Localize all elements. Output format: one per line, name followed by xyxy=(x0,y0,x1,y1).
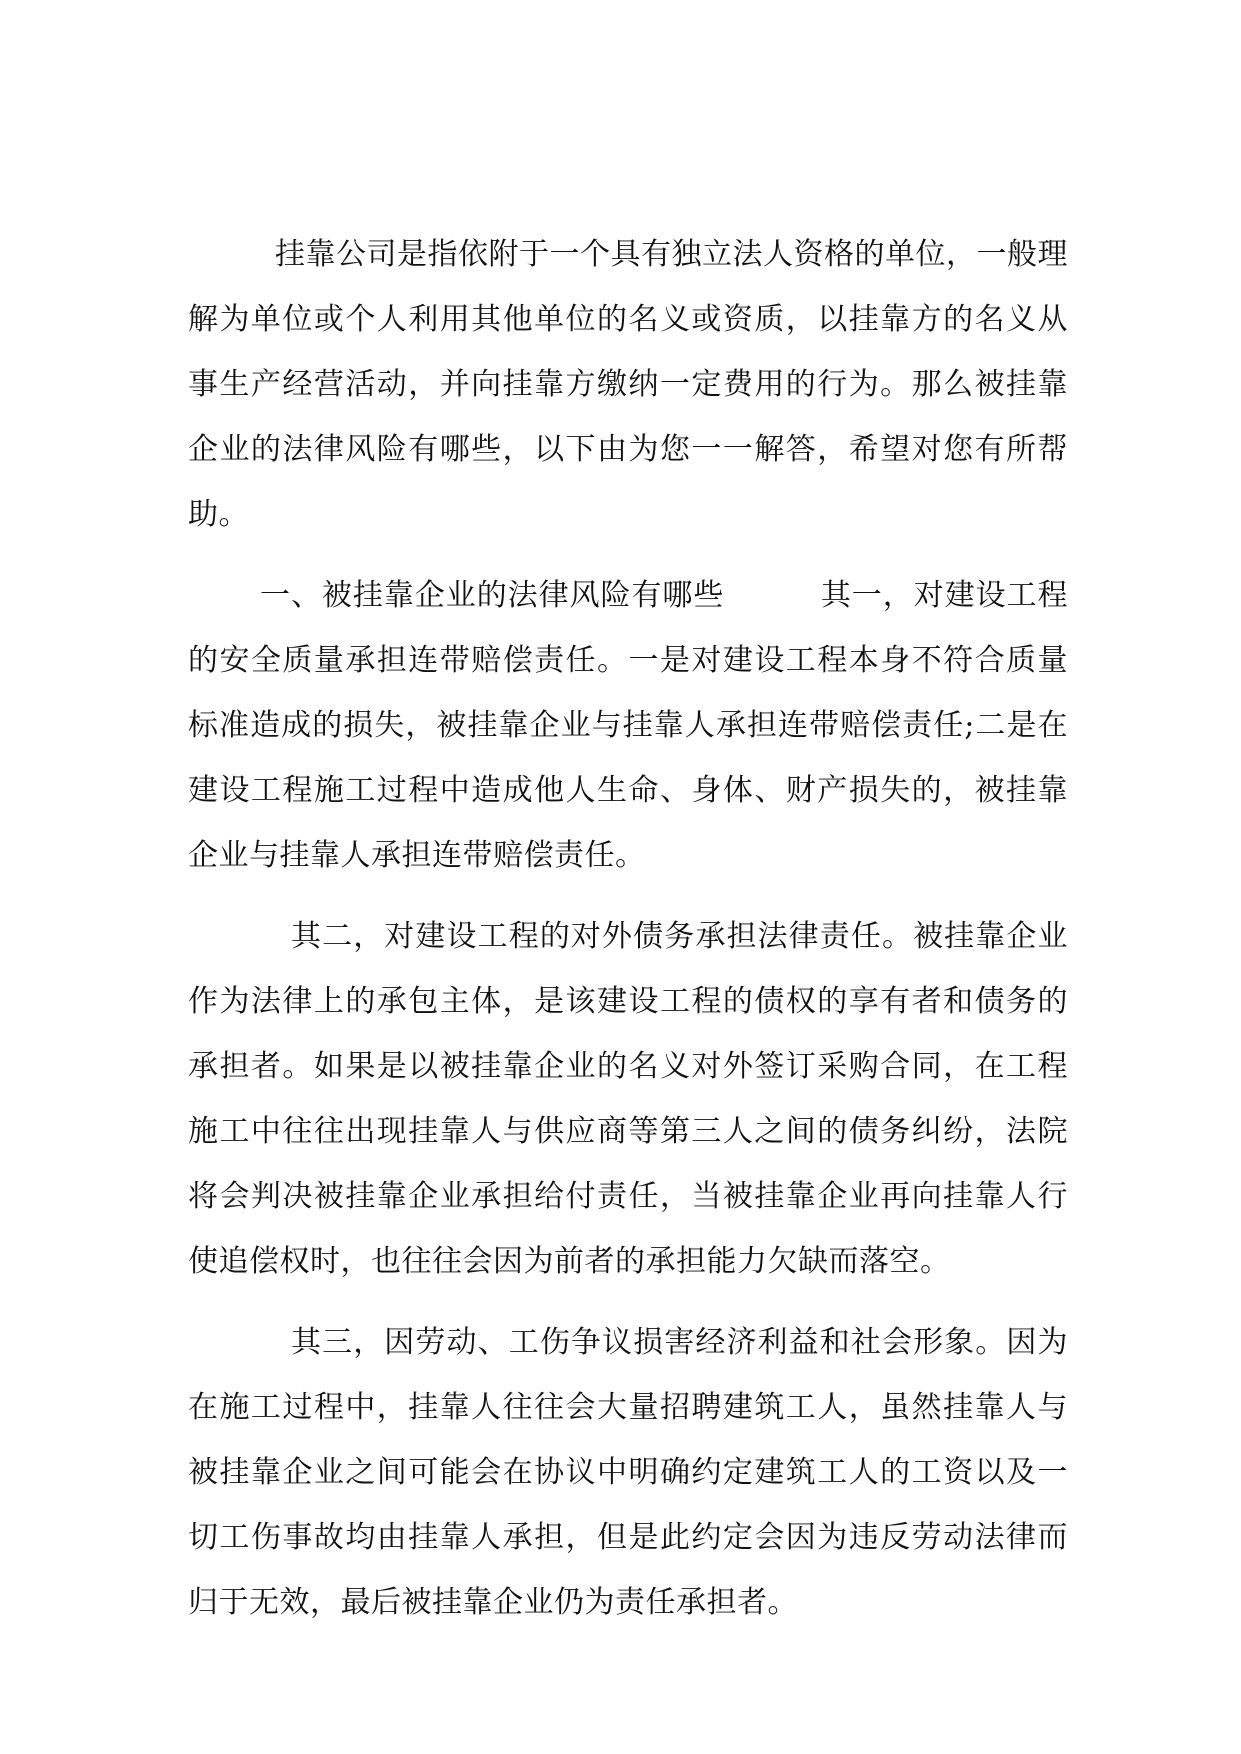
section-1-paragraph xyxy=(188,563,1068,888)
point-3-paragraph: 其三，因劳动、工伤争议损害经济利益和社会形象。因为在施工过程中，挂靠人往往会大量招聘建筑工人，虽然挂靠人与被挂靠企业之间可能会在协议中明确约定建筑工人的工资以及一切工伤事故均由挂靠人承担，但是此约定会因为违反劳动法律而归于无效，最后被挂靠企业仍为责任承担者。 xyxy=(188,1325,1068,1620)
point-2-paragraph: 其二，对建设工程的对外债务承担法律责任。被挂靠企业作为法律上的承包主体，是该建设工程的债权的享有者和债务的承担者。如果是以被挂靠企业的名义对外签订采购合同，在工程施工中往往出现挂靠人与供应商等第三人之间的债务纠纷，法院将会判决被挂靠企业承担给付责任，当被挂靠企业再向挂靠人行使追偿权时，也往往会因为前者的承担能力欠缺而落空。 xyxy=(188,919,1068,1279)
section-1-text: 其一，对建设工程的安全质量承担连带赔偿责任。一是对建设工程本身不符合质量标准造成的损失，被挂靠企业与挂靠人承担连带赔偿责任;二是在建设工程施工过程中造成他人生命、身体、财产损失的，被挂靠企业与挂靠人承担连带赔偿责任。 xyxy=(188,578,1069,873)
document-body xyxy=(188,222,1068,1635)
section-heading: 一、被挂靠企业的法律风险有哪些 xyxy=(260,578,725,613)
intro-paragraph: 挂靠公司是指依附于一个具有独立法人资格的单位，一般理解为单位或个人利用其他单位的名义或资质，以挂靠方的名义从事生产经营活动，并向挂靠方缴纳一定费用的行为。那么被挂靠企业的法律风险有哪些，以下由为您一一解答，希望对您有所帮助。 xyxy=(188,237,1068,532)
